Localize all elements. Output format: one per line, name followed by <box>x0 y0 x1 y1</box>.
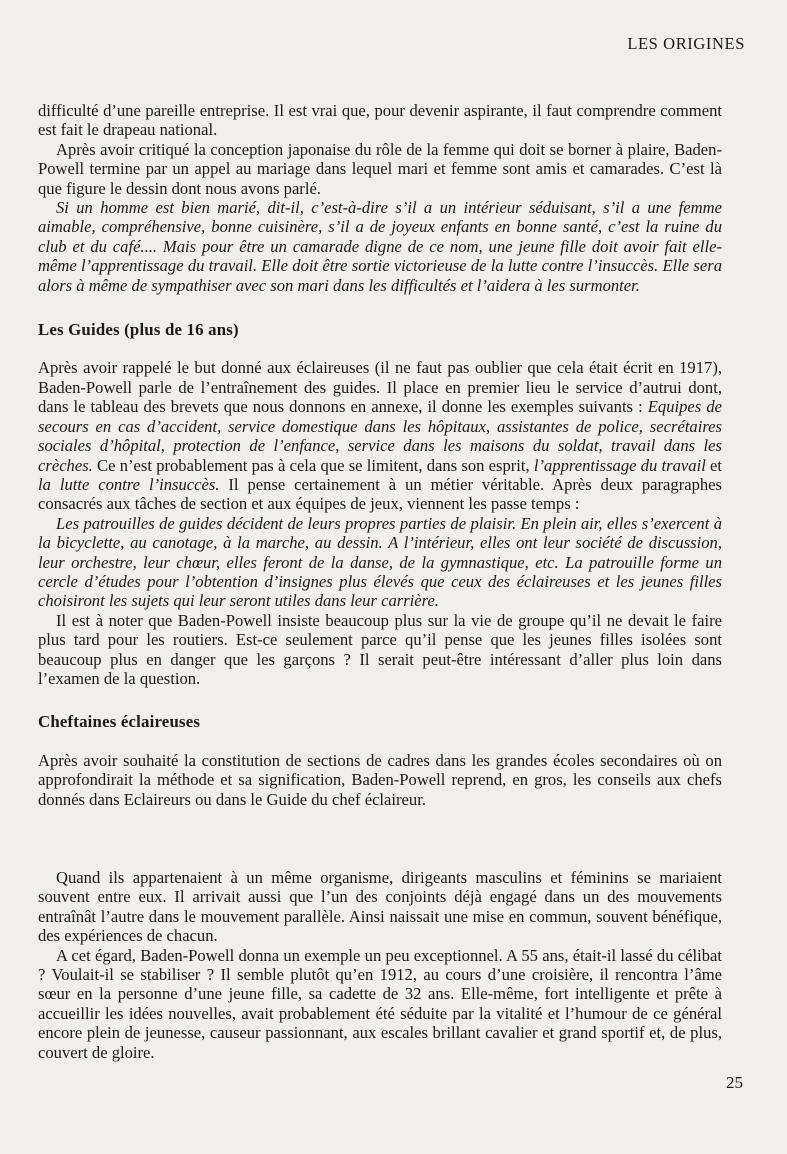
text-run: et <box>705 455 723 475</box>
text-run: Ce n’est probablement pas à cela que se limitent, dans son esprit, <box>92 455 534 475</box>
paragraph-group-life: Il est à noter que Baden-Powell insiste beaucoup plus sur la vie de groupe qu’il ne devait le faire plus tard pour les routiers. Est-ce seulement parce qu’il pense que les jeunes filles isolées sont beaucoup plus en danger que les garçons ? Il serait peut-être intéressant d’aller plus loin dans l’examen de la question. <box>38 610 722 688</box>
running-title: LES ORIGINES <box>627 34 745 53</box>
quotation-patrols: Les patrouilles de guides décident de leurs propres parties de plaisir. En plein air, elles s’exercent à la bicyclette, au canotage, à la marche, au dessin. A l’intérieur, elles ont leur société de discussion, leur orchestre, leur chœur, elles feront de la danse, de la gymnastique, etc. La patrouille forme un cercle d’études pour l’obtention d’insignes plus élevés que ceux des éclaireuses et les jeunes filles choisiront les sujets qui leur seront utiles dans leur carrière. <box>38 513 722 611</box>
paragraph-continuation: difficulté d’une pareille entreprise. Il est vrai que, pour devenir aspirante, il faut comprendre comment est fait le drapeau national. <box>38 101 722 140</box>
text-run: Il pense certainement à un métier véritable. Après deux paragraphes consacrés aux tâches de section et aux équipes de jeux, viennent les passe temps : <box>38 474 723 514</box>
paragraph-guides-training <box>38 358 722 513</box>
section-heading-guides: Les Guides (plus de 16 ans) <box>38 320 239 340</box>
page-number: 25 <box>726 1073 743 1092</box>
italic-run: la lutte contre l’insuccès. <box>38 474 220 494</box>
paragraph-marriages: Quand ils appartenaient à un même organisme, dirigeants masculins et féminins se mariaient souvent entre eux. Il arrivait aussi que l’un des conjoints déjà engagé dans un des mouvements entraînât l’autre dans le mouvement parallèle. Ainsi naissait une mise en commun, souvent bénéfique, des expériences de chacun. <box>38 868 722 946</box>
text-run: Après avoir rappelé le but donné aux éclaireuses (il ne faut pas oublier que cela était écrit en 1917), Baden-Powell parle de l’entraînement des guides. Il place en premier lieu le service d’autrui dont, dans le tableau des brevets que nous donnons en annexe, il donne les exemples suivants : <box>38 358 722 417</box>
page-body <box>38 101 722 1062</box>
italic-run: Equipes de secours en cas d’accident, service domestique dans les hôpitaux, assistantes de police, secrétaires sociales d’hôpital, protection de l’enfance, service dans les maisons du soldat, travail dans les crèches. <box>38 397 722 475</box>
paragraph-cadres: Après avoir souhaité la constitution de sections de cadres dans les grandes écoles secondaires où on approfondirait la méthode et sa signification, Baden-Powell reprend, en gros, les conseils aux chefs donnés dans Eclaireurs ou dans le Guide du chef éclaireur. <box>38 750 722 809</box>
paragraph-critique: Après avoir critiqué la conception japonaise du rôle de la femme qui doit se borner à plaire, Baden-Powell termine par un appel au mariage dans lequel mari et femme sont amis et camarades. C’est là que figure le dessin dont nous avons parlé. <box>38 139 722 198</box>
italic-run: l’apprentissage du travail <box>533 455 706 475</box>
paragraph-example: A cet égard, Baden-Powell donna un exemple un peu exceptionnel. A 55 ans, était-il lassé du célibat ? Voulait-il se stabiliser ? Il semble plutôt qu’en 1912, au cours d’une croisière, il rencontra l’âme sœur en la personne d’une jeune fille, sa cadette de 32 ans. Elle-même, fort intelligente et prête à accueillir les idées nouvelles, avait probablement été séduite par la vitalité et l’humour de ce général encore plein de jeunesse, causeur passionnant, aux escales brillant cavalier et grand sportif et, de plus, couvert de gloire. <box>38 945 722 1062</box>
quotation-marriage: Si un homme est bien marié, dit-il, c’est-à-dire s’il a un intérieur séduisant, s’il a une femme aimable, compréhensive, bonne cuisinère, s’il a de joyeux enfants en bonne santé, c’est la ruine du club et du café.... Mais pour être un camarade digne de ce nom, une jeune fille doit avoir fait elle-même l’apprentissage du travail. Elle doit être sortie victorieuse de la lutte contre l’insuccès. Elle sera alors à même de sympathiser avec son mari dans les difficultés et l’aidera à les surmonter. <box>38 198 722 295</box>
section-heading-cheftaines: Cheftaines éclaireuses <box>38 712 201 732</box>
